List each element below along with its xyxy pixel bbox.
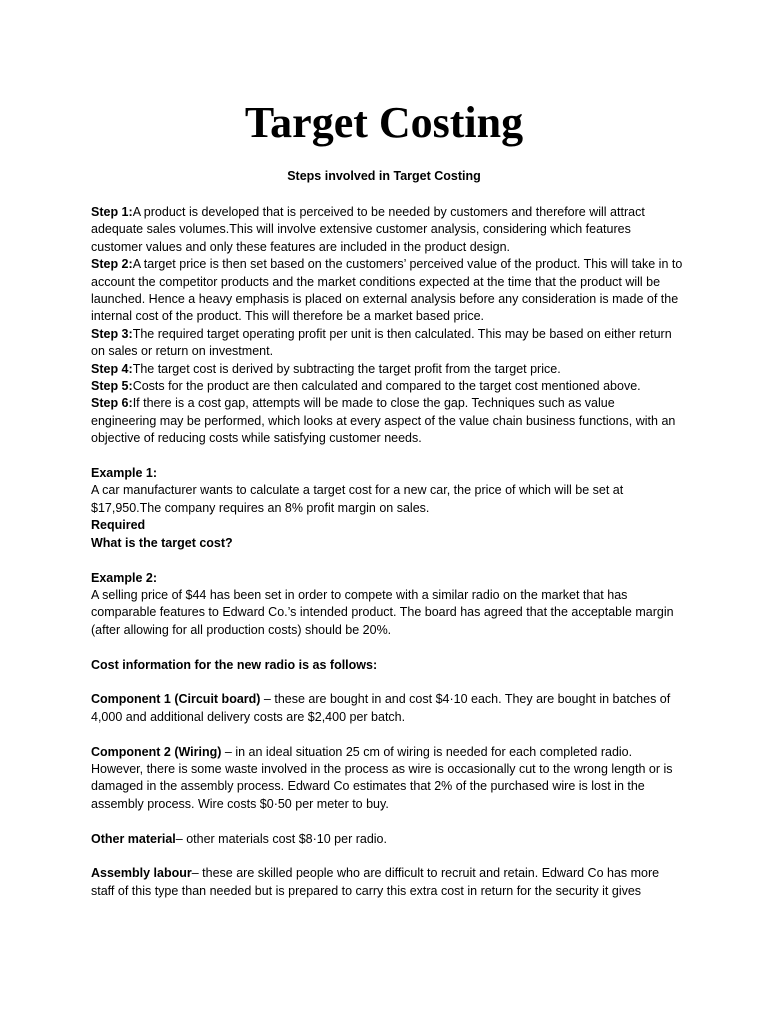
- cost-item-text: – these are bought in and cost $4·10 each. They are bought in batches of 4,000 and additional delivery costs are $2,400 per batch.: [91, 692, 671, 724]
- step-5: [91, 378, 683, 395]
- step-4: [91, 361, 683, 378]
- cost-item-assembly-labour: [91, 865, 683, 900]
- step-label: Step 3:: [91, 326, 133, 341]
- step-3: [91, 326, 683, 361]
- cost-item-label: Other material: [91, 831, 176, 846]
- example-2-heading: Example 2:: [91, 570, 158, 585]
- step-label: Step 5:: [91, 379, 133, 394]
- document-title: Target Costing: [244, 98, 524, 147]
- cost-item-label: Component 2 (Wiring): [91, 744, 222, 759]
- example-2-text: A selling price of $44 has been set in order to compete with a similar radio on the market that has comparable features to Edward Co.’s intended product. The board has agreed that the acceptable margin (after allowing for all production costs) should be 20%.: [91, 587, 674, 637]
- cost-item-text: – other materials cost $8·10 per radio.: [175, 831, 387, 846]
- step-text: A target price is then set based on the customers’ perceived value of the product. This will take in to account the competitor products and the market conditions expected at the time that the product will be launched. Hence a heavy emphasis is placed on external analysis before any consideration is made of the internal cost of the product. This will therefore be a market based price.: [91, 257, 683, 324]
- document-subtitle: Steps involved in Target Costing: [287, 169, 481, 183]
- example-1-text: A car manufacturer wants to calculate a target cost for a new car, the price of which will be set at $17,950.The company requires an 8% profit margin on sales.: [91, 483, 624, 515]
- cost-item-label: Component 1 (Circuit board): [91, 692, 261, 707]
- step-2: [91, 256, 683, 326]
- step-text: Costs for the product are then calculated and compared to the target cost mentioned above.: [132, 379, 641, 394]
- step-6: [91, 395, 683, 447]
- step-text: The target cost is derived by subtracting the target profit from the target price.: [132, 361, 561, 376]
- cost-item-other-material: [91, 831, 683, 848]
- document-body: [91, 204, 683, 900]
- example-2: [91, 570, 683, 640]
- step-1: [91, 204, 683, 256]
- example-1-question: What is the target cost?: [91, 535, 233, 550]
- step-text: If there is a cost gap, attempts will be made to close the gap. Techniques such as value engineering may be performed, which looks at every aspect of the value chain business functions, with an objective of reducing costs while satisfying customer needs.: [91, 396, 676, 446]
- cost-item-label: Assembly labour: [91, 866, 192, 881]
- steps-list: [91, 204, 683, 448]
- step-label: Step 2:: [91, 257, 133, 272]
- step-label: Step 4:: [91, 361, 133, 376]
- cost-item-text: – in an ideal situation 25 cm of wiring is needed for each completed radio. However, there is some waste involved in the process as wire is occasionally cut to the wrong length or is damaged in the assembly process. Edward Co estimates that 2% of the purchased wire is lost in the assembly process. Wire costs $0·50 per meter to buy.: [91, 744, 673, 811]
- step-label: Step 6:: [91, 396, 133, 411]
- example-1: [91, 465, 683, 552]
- cost-item-text: – these are skilled people who are difficult to recruit and retain. Edward Co has more staff of this type than needed but is prepared to carry this extra cost in return for the security it gives: [91, 866, 660, 898]
- cost-item-component-1: [91, 691, 683, 726]
- step-text: The required target operating profit per unit is then calculated. This may be based on either return on sales or return on investment.: [91, 326, 672, 359]
- example-1-required: Required: [91, 518, 146, 533]
- step-label: Step 1:: [91, 205, 133, 219]
- step-text: A product is developed that is perceived to be needed by customers and therefore will attract adequate sales volumes.This will involve extensive customer analysis, considering which features customer values and only these features are included in the product design.: [91, 205, 645, 254]
- example-1-heading: Example 1:: [91, 466, 158, 481]
- cost-heading: Cost information for the new radio is as follows:: [91, 657, 378, 672]
- cost-item-component-2: [91, 744, 683, 814]
